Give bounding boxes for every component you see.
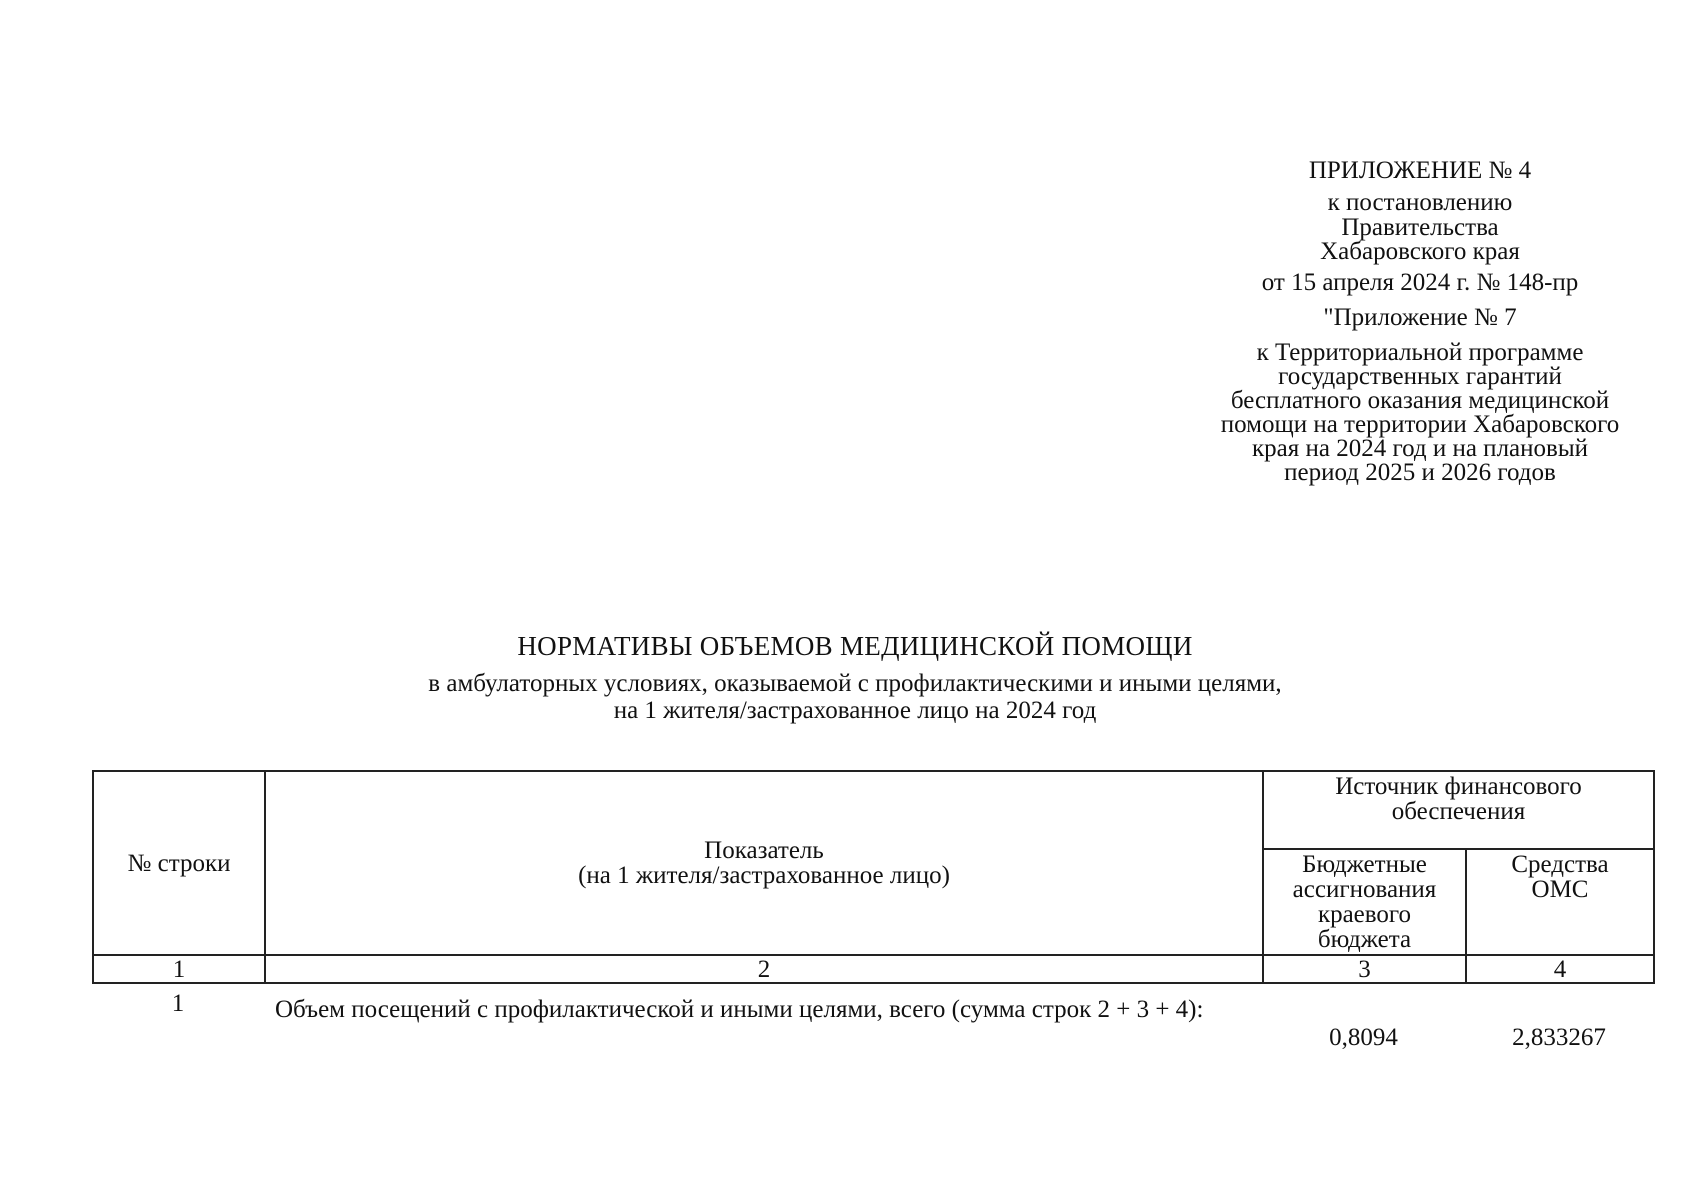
appendix-line: к постановлению [1327, 189, 1513, 216]
header-indicator-line: (на 1 жителя/застрахованное лицо) [578, 862, 950, 889]
header-oms-line: Средства [1511, 851, 1609, 878]
appendix-line: помощи на территории Хабаровского [1220, 411, 1620, 438]
document-title: НОРМАТИВЫ ОБЪЕМОВ МЕДИЦИНСКОЙ ПОМОЩИ [517, 631, 1193, 661]
header-oms [1466, 849, 1654, 955]
header-indicator-line: Показатель [704, 837, 824, 864]
norms-table-body [92, 990, 1653, 1052]
appendix-line: период 2025 и 2026 годов [1284, 459, 1556, 486]
appendix-line: "Приложение № 7 [1323, 304, 1517, 331]
appendix-line: Правительства [1341, 214, 1499, 241]
appendix-line: края на 2024 год и на плановый [1251, 435, 1588, 462]
appendix-line: бесплатного оказания медицинской [1230, 387, 1610, 414]
subtitle-line: в амбулаторных условиях, оказываемой с профилактическими и иными целями, [428, 670, 1282, 697]
row-number: 1 [171, 990, 185, 1017]
column-number: 2 [265, 955, 1263, 983]
column-number: 3 [1263, 955, 1466, 983]
table-row [92, 990, 1653, 1052]
header-budget-line: Бюджетные [1302, 851, 1427, 878]
document-subtitle [320, 670, 1390, 724]
header-indicator [265, 771, 1263, 955]
header-row-number: № строки [93, 771, 265, 955]
header-funding-line: Источник финансового [1335, 773, 1582, 800]
row-indicator: Объем посещений с профилактической и иными целями, всего (сумма строк 2 + 3 + 4): [275, 996, 1204, 1023]
header-row [93, 771, 1654, 849]
row-oms-value: 2,833267 [1512, 1024, 1606, 1051]
appendix-header [1185, 157, 1655, 485]
header-budget [1263, 849, 1466, 955]
column-number: 4 [1466, 955, 1654, 983]
header-budget-line: ассигнования [1292, 876, 1437, 903]
document-title-block [320, 630, 1390, 724]
norms-table-header [92, 770, 1655, 984]
column-number-row [93, 955, 1654, 983]
column-number: 1 [93, 955, 265, 983]
decree-date-number: от 15 апреля 2024 г. № 148-пр [1261, 269, 1579, 296]
appendix-title: ПРИЛОЖЕНИЕ № 4 [1308, 157, 1532, 184]
appendix-line: государственных гарантий [1278, 363, 1562, 390]
appendix-line: к Территориальной программе [1256, 339, 1584, 366]
subtitle-line: на 1 жителя/застрахованное лицо на 2024 год [613, 697, 1097, 724]
header-budget-line: краевого [1317, 901, 1412, 928]
header-funding-source [1263, 771, 1654, 849]
row-budget-value: 0,8094 [1329, 1024, 1398, 1051]
appendix-line: Хабаровского края [1320, 238, 1520, 265]
header-funding-line: обеспечения [1391, 798, 1526, 825]
header-oms-line: ОМС [1531, 876, 1589, 903]
header-budget-line: бюджета [1317, 926, 1412, 953]
